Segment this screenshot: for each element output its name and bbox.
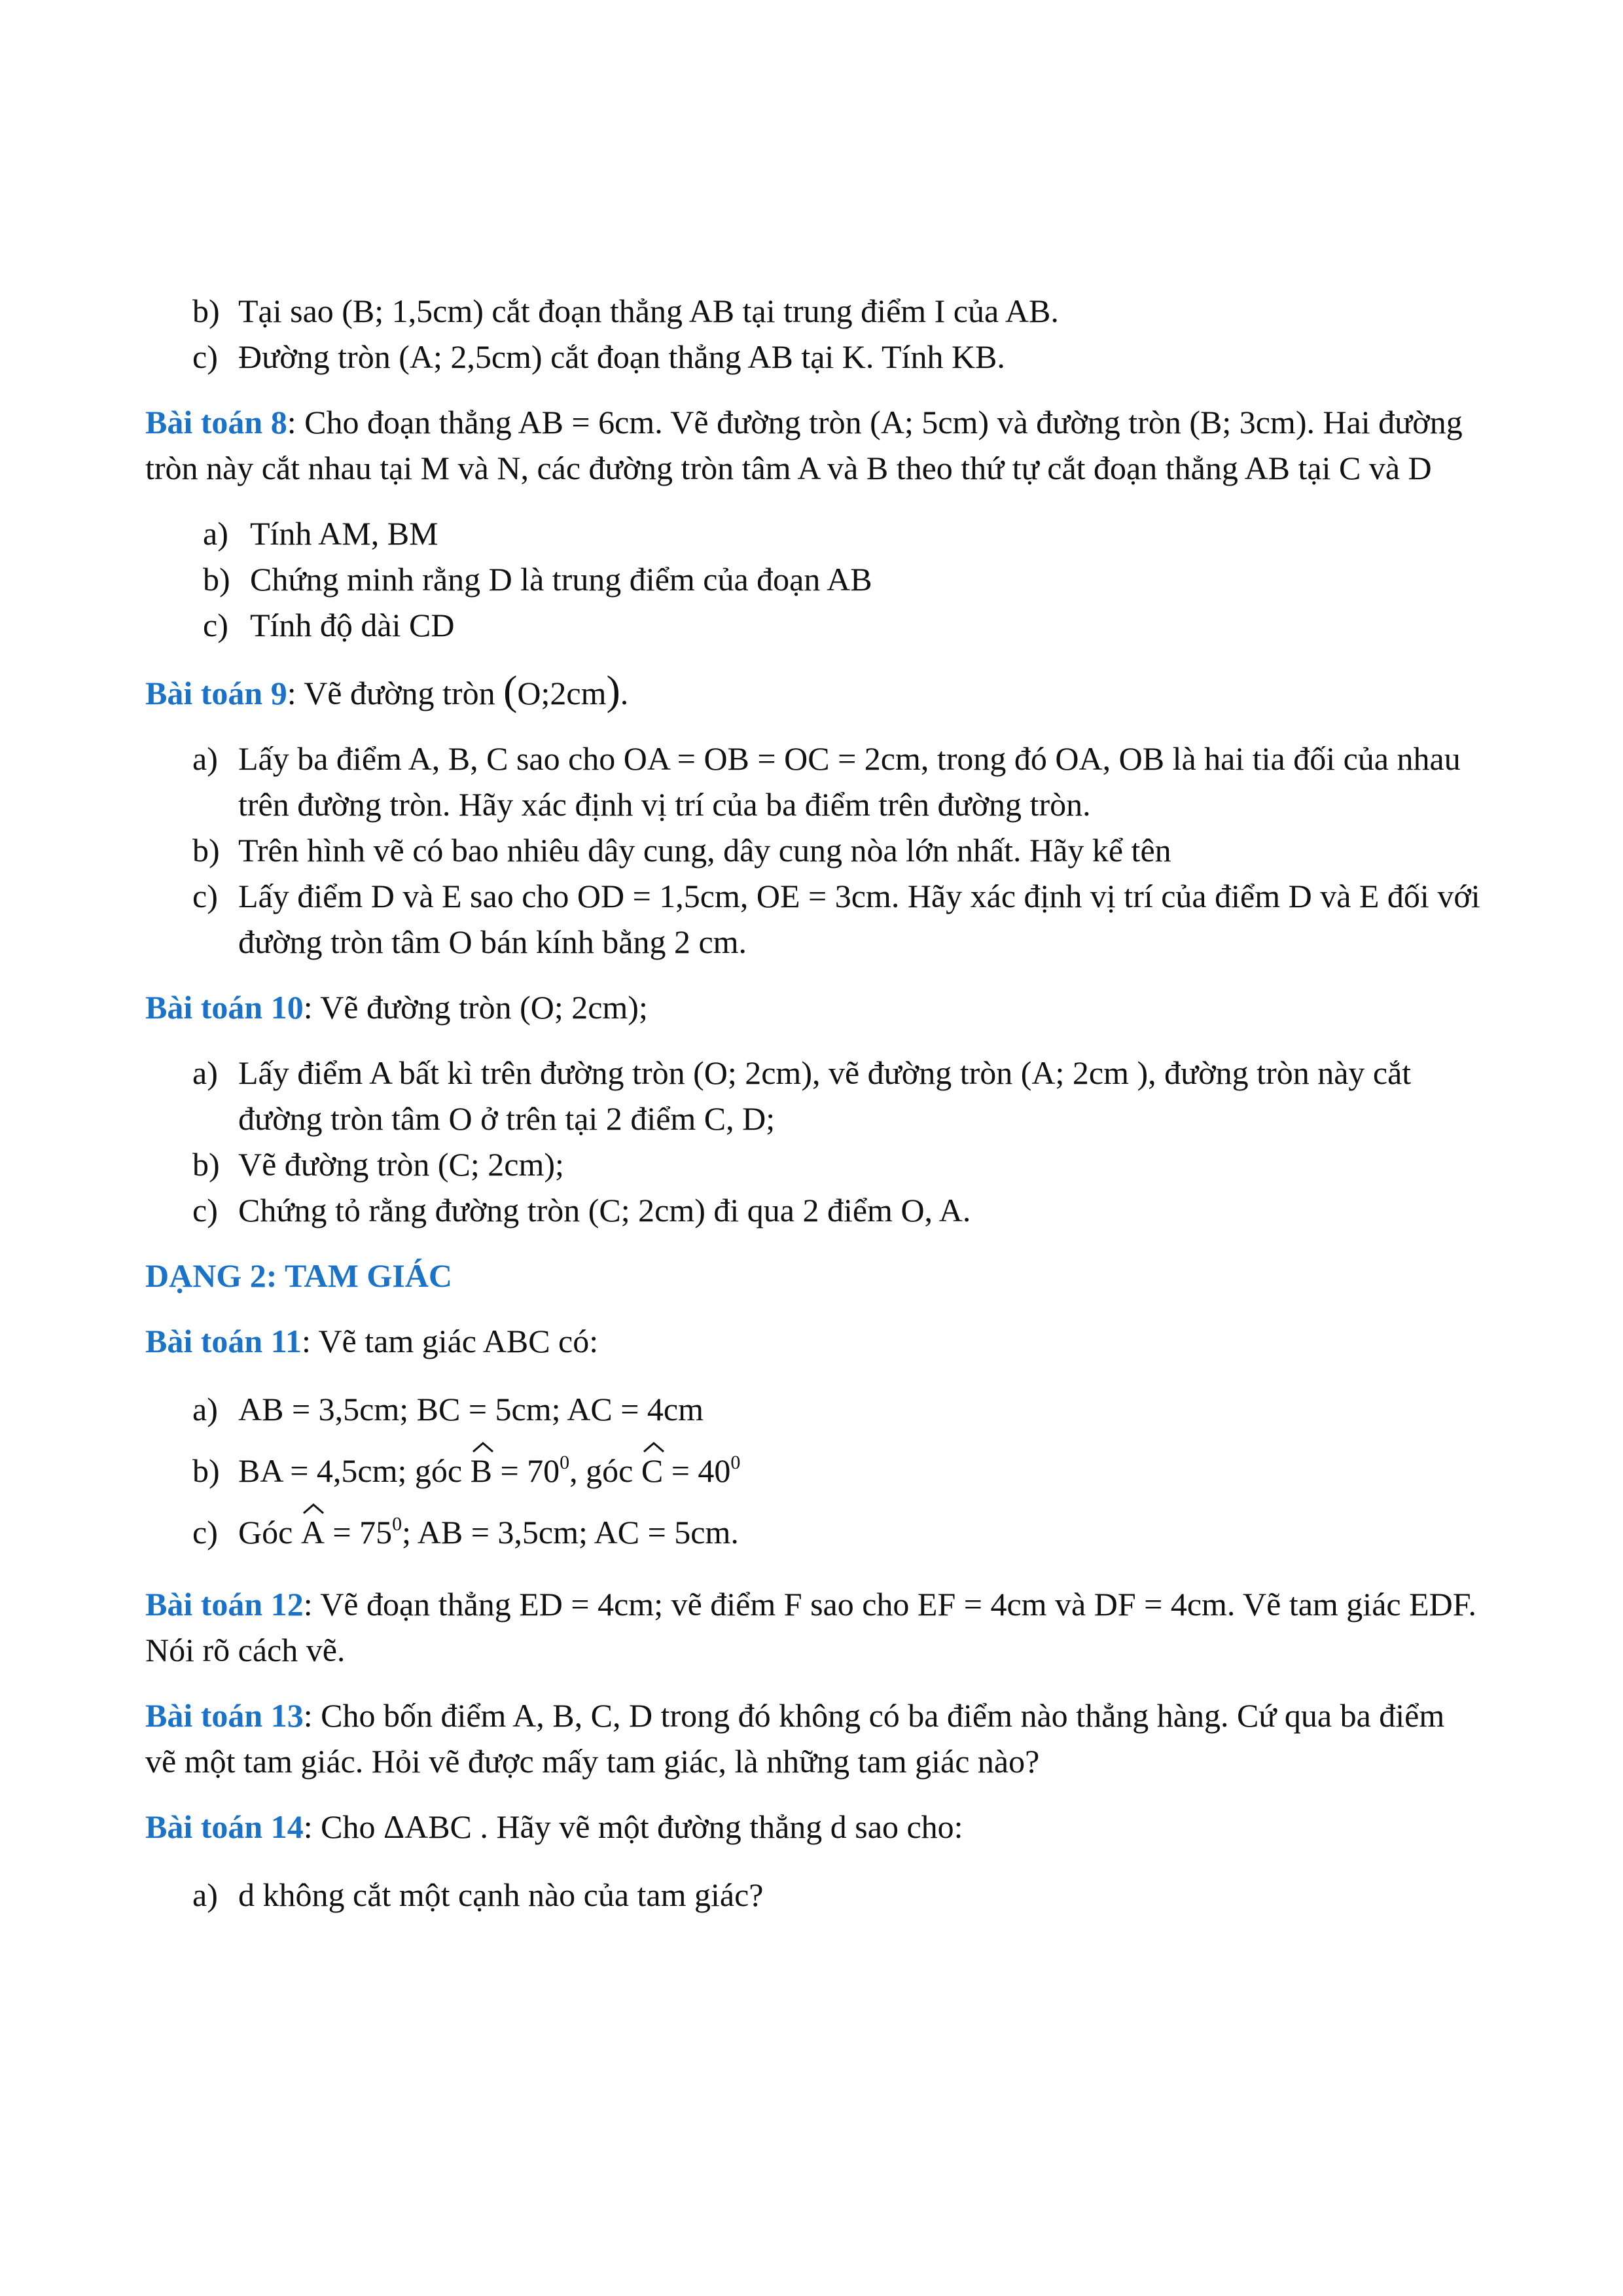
math-expr: O;2cm <box>517 675 607 711</box>
item-label: b) <box>192 832 220 869</box>
item-label: c) <box>203 607 228 643</box>
item-text: Trên hình vẽ có bao nhiêu dây cung, dây cung nòa lớn nhất. Hãy kể tên <box>238 832 1171 869</box>
problem-title: Bài toán 8 <box>145 404 287 440</box>
list-item <box>145 1141 1480 1187</box>
problem-10 <box>145 984 1480 1030</box>
item-text: d không cắt một cạnh nào của tam giác? <box>238 1876 764 1913</box>
angle-A: A <box>301 1509 325 1555</box>
item-label: c) <box>192 878 218 914</box>
problem-text: : Vẽ đường tròn (O; 2cm); <box>303 989 648 1026</box>
problem-title: Bài toán 13 <box>145 1697 304 1734</box>
item-text: Vẽ đường tròn (C; 2cm); <box>238 1146 564 1183</box>
item-text: Tính AM, BM <box>250 515 438 552</box>
item-text: Lấy điểm D và E sao cho OD = 1,5cm, OE = 3cm. Hãy xác định vị trí của điểm D và E đối với đường tròn tâm O bán kính bằng 2 cm. <box>238 878 1480 960</box>
problem-14 <box>145 1804 1480 1850</box>
item-label: a) <box>192 740 218 777</box>
problem-text: : Vẽ đoạn thẳng ED = 4cm; vẽ điểm F sao cho EF = 4cm và DF = 4cm. Vẽ tam giác EDF. Nói rõ cách vẽ. <box>145 1586 1477 1668</box>
problem-8 <box>145 399 1480 491</box>
list-item <box>145 1050 1480 1141</box>
problem-text: : Vẽ đường tròn <box>287 675 504 711</box>
problem-text: : Cho ΔABC . Hãy vẽ một đường thẳng d sao cho: <box>303 1808 963 1845</box>
page-content <box>145 288 1480 1918</box>
list-item <box>145 334 1480 380</box>
list-item <box>145 736 1480 827</box>
item-label: b) <box>192 293 220 329</box>
problem-title: Bài toán 10 <box>145 989 304 1026</box>
list-item <box>145 556 1480 602</box>
item-label: b) <box>192 1452 220 1489</box>
list-item <box>145 1872 1480 1918</box>
list-item <box>145 288 1480 334</box>
item-label: c) <box>192 338 218 375</box>
problem-title: Bài toán 12 <box>145 1586 304 1623</box>
item-text: Tính độ dài CD <box>250 607 455 643</box>
problem-text-end: . <box>620 675 629 711</box>
list-item: c) Góc $A = 75^0$; AB = 3,5cm; AC = 5cm. <box>145 1509 1480 1555</box>
problem-title: Bài toán 14 <box>145 1808 304 1845</box>
item-text: Lấy điểm A bất kì trên đường tròn (O; 2cm), vẽ đường tròn (A; 2cm ), đường tròn này cắt đường tròn tâm O ở trên tại 2 điểm C, D; <box>238 1054 1412 1137</box>
problem-text: : Vẽ tam giác ABC có: <box>301 1323 599 1359</box>
item-text: Góc <box>238 1514 301 1551</box>
problem-9: Bài toán 9: Vẽ đường tròn (O;2cm). <box>145 667 629 713</box>
list-item <box>145 827 1480 873</box>
item-text: Đường tròn (A; 2,5cm) cắt đoạn thẳng AB tại K. Tính KB. <box>238 338 1005 375</box>
item-text: Chứng tỏ rằng đường tròn (C; 2cm) đi qua 2 điểm O, A. <box>238 1192 971 1229</box>
item-text: AB = 3,5cm; BC = 5cm; AC = 4cm <box>238 1391 704 1427</box>
problem-text: : Cho bốn điểm A, B, C, D trong đó không có ba điểm nào thẳng hàng. Cứ qua ba điểm vẽ một tam giác. Hỏi vẽ được mấy tam giác, là những tam giác nào? <box>145 1697 1445 1780</box>
list-item: b) BA = 4,5cm; góc $B = 70^0$, góc $C = 40^0$ <box>145 1448 1480 1494</box>
item-label: b) <box>192 1146 220 1183</box>
item-text: Tại sao (B; 1,5cm) cắt đoạn thẳng AB tại trung điểm I của AB. <box>238 293 1059 329</box>
item-label: c) <box>192 1192 218 1229</box>
item-label: a) <box>192 1876 218 1913</box>
problem-text: : Cho đoạn thẳng AB = 6cm. Vẽ đường tròn (A; 5cm) và đường tròn (B; 3cm). Hai đường tròn này cắt nhau tại M và N, các đường tròn tâm A và B theo thứ tự cắt đoạn thẳng AB tại C và D <box>145 404 1463 486</box>
problem-title: Bài toán 11 <box>145 1323 302 1359</box>
problem-title: Bài toán 9 <box>145 675 287 711</box>
section-heading: DẠNG 2: TAM GIÁC <box>145 1257 452 1294</box>
problem-12 <box>145 1581 1480 1673</box>
problem-11 <box>145 1318 1480 1364</box>
list-item <box>145 873 1480 965</box>
item-text: Lấy ba điểm A, B, C sao cho <box>238 740 624 777</box>
angle-B: B <box>471 1448 492 1494</box>
item-label: b) <box>203 561 230 598</box>
item-label: a) <box>203 515 228 552</box>
angle-C: C <box>641 1448 663 1494</box>
list-item <box>145 511 1480 556</box>
list-item <box>145 602 1480 648</box>
item-text-cont: trong đó OA, OB là hai tia đối của nhau trên đường tròn. Hãy xác định vị trí của ba điểm trên đường tròn. <box>238 740 1461 823</box>
item-text: BA = 4,5cm; góc <box>238 1452 471 1489</box>
item-label: c) <box>192 1514 218 1551</box>
item-text: Chứng minh rằng D là trung điểm của đoạn AB <box>250 561 872 598</box>
math-expr: OA = OB = OC = 2cm, <box>623 740 929 777</box>
item-label: a) <box>192 1054 218 1091</box>
item-label: a) <box>192 1391 218 1427</box>
problem-13 <box>145 1693 1480 1784</box>
list-item <box>145 1386 1480 1432</box>
list-item <box>145 1187 1480 1233</box>
